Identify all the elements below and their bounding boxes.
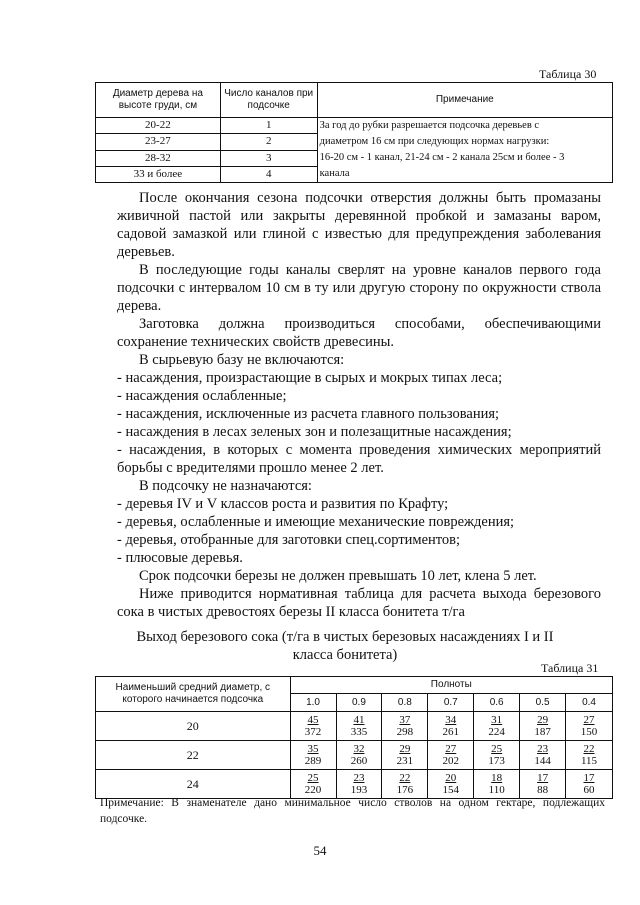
denominator: 193 bbox=[350, 784, 368, 796]
note-line: За год до рубки разрешается подсочка деревьев с bbox=[319, 120, 540, 131]
density-col: 0.4 bbox=[566, 694, 613, 712]
cell-diameter: 33 и более bbox=[96, 166, 221, 182]
paragraph: Ниже приводится нормативная таблица для расчета выхода березового сока в чистых древостоях березы II класса бонитета т/га bbox=[117, 586, 601, 620]
cell-diameter: 20-22 bbox=[96, 118, 221, 134]
denominator: 60 bbox=[583, 784, 595, 796]
cell-value bbox=[336, 712, 382, 741]
numerator: 27 bbox=[583, 714, 595, 726]
denominator: 289 bbox=[304, 755, 322, 767]
list-item: - насаждения в лесах зеленых зон и полезащитные насаждения; bbox=[117, 424, 512, 440]
list-item: - плюсовые деревья. bbox=[117, 550, 243, 566]
cell-value bbox=[336, 741, 382, 770]
table-header-row bbox=[96, 83, 613, 118]
numerator: 27 bbox=[445, 743, 457, 755]
cell-channels: 1 bbox=[220, 118, 317, 134]
density-col: 0.7 bbox=[428, 694, 474, 712]
list-item: - деревья IV и V классов роста и развития по Крафту; bbox=[117, 496, 449, 512]
numerator: 22 bbox=[583, 743, 595, 755]
numerator: 25 bbox=[491, 743, 503, 755]
table-row bbox=[96, 741, 613, 770]
denominator: 115 bbox=[580, 755, 598, 767]
denominator: 224 bbox=[488, 726, 505, 738]
paragraph: После окончания сезона подсочки отверстия должны быть промазаны живичной пастой или закрыты деревянной пробкой и замазаны варом, садовой замазкой или глиной с известью для предупреждения заболевания деревьев. bbox=[117, 190, 601, 260]
cell-value bbox=[520, 712, 566, 741]
cell-value bbox=[428, 712, 474, 741]
list-item: - деревья, ослабленные и имеющие механические повреждения; bbox=[117, 514, 515, 530]
density-col: 0.6 bbox=[474, 694, 520, 712]
paragraph: В последующие годы каналы сверлят на уровне каналов первого года подсочки с интервалом 10 см в ту или другую сторону по окружности ствола дерева. bbox=[117, 262, 601, 314]
denominator: 220 bbox=[304, 784, 322, 796]
table-30-caption: Таблица 30 bbox=[539, 67, 597, 81]
numerator: 25 bbox=[307, 772, 319, 784]
paragraph: Срок подсочки березы не должен превышать 10 лет, клена 5 лет. bbox=[139, 568, 537, 584]
density-col: 1.0 bbox=[290, 694, 336, 712]
table-30 bbox=[95, 82, 613, 183]
cell-value bbox=[290, 741, 336, 770]
cell-diameter: 23-27 bbox=[96, 134, 221, 150]
denominator: 202 bbox=[442, 755, 460, 767]
list-item: - насаждения, произрастающие в сырых и мокрых типах леса; bbox=[117, 370, 503, 386]
numerator: 18 bbox=[491, 772, 503, 784]
denominator: 261 bbox=[442, 726, 460, 738]
table-31 bbox=[95, 676, 613, 799]
cell-note bbox=[317, 118, 612, 183]
cell-value bbox=[382, 712, 428, 741]
paragraph: В сырьевую базу не включаются: bbox=[139, 352, 345, 368]
note-line: канала bbox=[319, 168, 350, 179]
cell-channels: 3 bbox=[220, 150, 317, 166]
denominator: 231 bbox=[396, 755, 414, 767]
table-header-row bbox=[96, 677, 613, 694]
page-number: 54 bbox=[313, 843, 327, 858]
cell-channels: 4 bbox=[220, 166, 317, 182]
note-line: диаметром 16 см при следующих нормах нагрузки: bbox=[319, 136, 550, 147]
header-diameter: Диаметр дерева на высоте груди, см bbox=[96, 83, 221, 118]
cell-value bbox=[520, 741, 566, 770]
list-item: - деревья, отобранные для заготовки спец.сортиментов; bbox=[117, 532, 461, 548]
numerator: 17 bbox=[537, 772, 549, 784]
cell-value bbox=[566, 712, 613, 741]
numerator: 41 bbox=[353, 714, 365, 726]
cell-diameter: 28-32 bbox=[96, 150, 221, 166]
header-density: Полноты bbox=[290, 677, 612, 694]
denominator: 260 bbox=[350, 755, 368, 767]
denominator: 173 bbox=[488, 755, 505, 767]
numerator: 23 bbox=[353, 772, 365, 784]
cell-diameter: 22 bbox=[96, 741, 291, 770]
denominator: 176 bbox=[396, 784, 414, 796]
cell-value bbox=[474, 712, 520, 741]
numerator: 20 bbox=[445, 772, 457, 784]
table-31-caption: Таблица 31 bbox=[541, 661, 599, 675]
numerator: 29 bbox=[399, 743, 411, 755]
denominator: 150 bbox=[580, 726, 598, 738]
title-line: класса бонитета) bbox=[292, 647, 398, 663]
denominator: 335 bbox=[350, 726, 368, 738]
numerator: 45 bbox=[307, 714, 319, 726]
denominator: 110 bbox=[488, 784, 505, 796]
header-channels: Число каналов при подсочке bbox=[220, 83, 317, 118]
numerator: 29 bbox=[537, 714, 549, 726]
denominator: 88 bbox=[537, 784, 549, 796]
note-line: 16-20 см - 1 канал, 21-24 см - 2 канала 25см и более - 3 bbox=[319, 152, 565, 163]
paragraph: В подсочку не назначаются: bbox=[139, 478, 312, 494]
cell-value bbox=[566, 741, 613, 770]
header-diameter: Наименьший средний диаметр, с которого начинается подсочка bbox=[96, 677, 291, 712]
denominator: 154 bbox=[442, 784, 460, 796]
title-line: Выход березового сока (т/га в чистых березовых насаждениях I и II bbox=[136, 629, 554, 645]
table-31-title bbox=[110, 628, 580, 664]
cell-channels: 2 bbox=[220, 134, 317, 150]
denominator: 187 bbox=[534, 726, 551, 738]
list-item: - насаждения, исключенные из расчета главного пользования; bbox=[117, 406, 500, 422]
numerator: 37 bbox=[399, 714, 411, 726]
numerator: 32 bbox=[353, 743, 365, 755]
density-col: 0.9 bbox=[336, 694, 382, 712]
density-col: 0.8 bbox=[382, 694, 428, 712]
table-31-footnote: Примечание: В знаменателе дано минимальное число стволов на одном гектаре, подлежащих подсочке. bbox=[100, 797, 605, 825]
cell-value bbox=[382, 741, 428, 770]
list-item: - насаждения ослабленные; bbox=[117, 388, 287, 404]
cell-value bbox=[290, 712, 336, 741]
numerator: 22 bbox=[399, 772, 411, 784]
list-item: - насаждения, в которых с момента проведения химических мероприятий борьбы с вредителями прошло менее 2 лет. bbox=[117, 442, 601, 476]
paragraph: Заготовка должна производиться способами, обеспечивающими сохранение технических свойств древесины. bbox=[117, 316, 601, 350]
denominator: 298 bbox=[396, 726, 414, 738]
density-col: 0.5 bbox=[520, 694, 566, 712]
body-text bbox=[117, 189, 601, 621]
numerator: 34 bbox=[445, 714, 457, 726]
cell-value bbox=[474, 741, 520, 770]
numerator: 35 bbox=[307, 743, 319, 755]
numerator: 17 bbox=[583, 772, 595, 784]
numerator: 31 bbox=[491, 714, 503, 726]
cell-diameter: 24 bbox=[96, 770, 291, 799]
denominator: 144 bbox=[534, 755, 551, 767]
numerator: 23 bbox=[537, 743, 549, 755]
table-row bbox=[96, 118, 613, 134]
cell-diameter: 20 bbox=[96, 712, 291, 741]
cell-value bbox=[428, 741, 474, 770]
denominator: 372 bbox=[304, 726, 322, 738]
header-note: Примечание bbox=[317, 83, 612, 118]
table-row bbox=[96, 712, 613, 741]
